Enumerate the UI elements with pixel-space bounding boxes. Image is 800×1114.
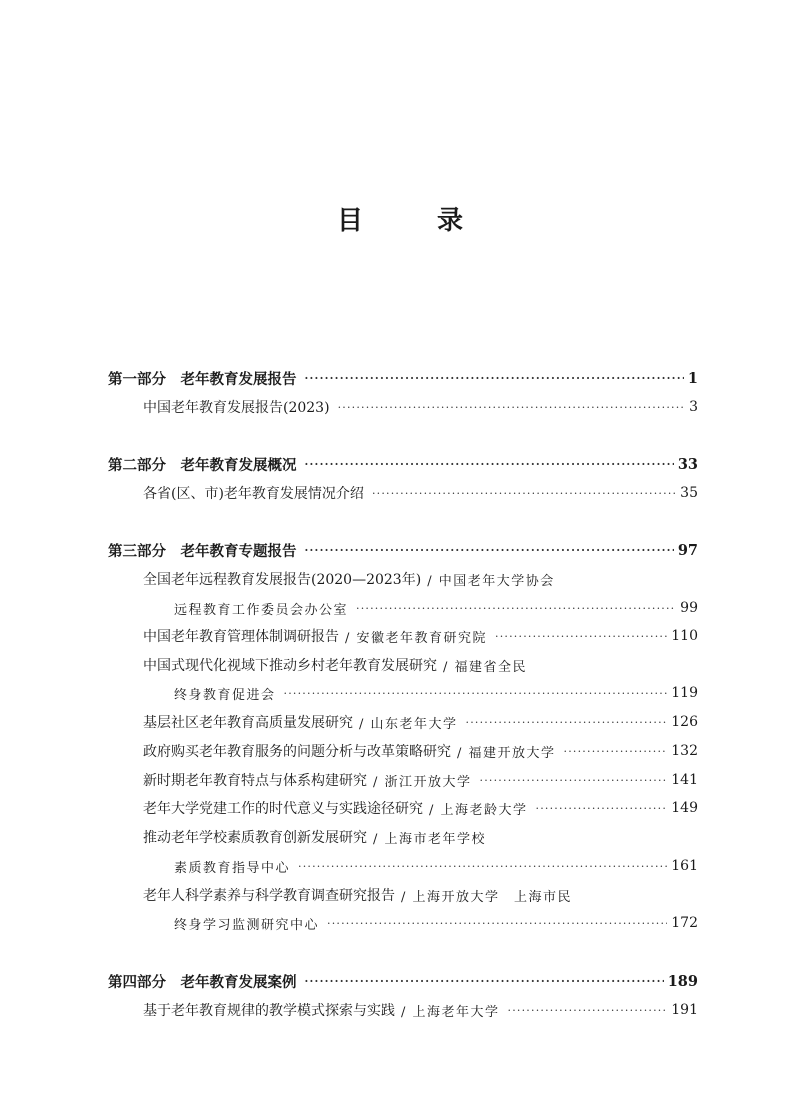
toc-page-number: 110 (671, 628, 698, 644)
toc-entry-title: 全国老年远程教育发展报告(2020—2023年) (143, 572, 422, 588)
dot-leader (338, 401, 684, 414)
dot-leader (536, 802, 668, 815)
toc-entry[interactable] (143, 826, 698, 848)
toc-entry[interactable] (143, 711, 698, 733)
dot-leader (305, 544, 674, 557)
toc-entry[interactable] (143, 740, 698, 762)
toc-page-number: 172 (671, 915, 698, 931)
toc-entry-author: 终身教育促进会 (174, 687, 276, 703)
toc-entry-author: / 上海老年大学 (401, 1004, 500, 1020)
toc-entry-title: 中国式现代化视域下推动乡村老年教育发展研究 (143, 658, 437, 674)
dot-leader (305, 372, 684, 385)
toc-entry-title: 政府购买老年教育服务的问题分析与改革策略研究 (143, 744, 451, 760)
toc-entry-title: 老年大学党建工作的时代意义与实践途径研究 (143, 801, 423, 817)
toc-page-number: 141 (671, 772, 698, 788)
toc-entry-author: / 安徽老年教育研究院 (345, 630, 488, 646)
toc-entry[interactable] (143, 797, 698, 819)
dot-leader (466, 716, 668, 729)
toc-page-number: 99 (680, 600, 698, 616)
dot-leader (284, 687, 668, 700)
toc-entry-author: / 浙江开放大学 (373, 774, 472, 790)
toc-page-number: 35 (680, 485, 698, 501)
toc-entry-author: / 山东老年大学 (359, 716, 458, 732)
toc-part-1[interactable] (108, 367, 698, 389)
toc-entry[interactable] (143, 769, 698, 791)
toc-page-number: 149 (671, 800, 698, 816)
dot-leader (305, 458, 674, 471)
toc-entry-title: 老年人科学素养与科学教育调查研究报告 (143, 888, 395, 904)
toc-entry-title: 新时期老年教育特点与体系构建研究 (143, 773, 367, 789)
toc-entry[interactable] (143, 884, 698, 906)
toc-page-number: 3 (689, 399, 698, 415)
toc-entry-author: / 福建省全民 (443, 659, 528, 675)
toc-part-label: 第一部分 老年教育发展报告 (108, 370, 297, 388)
toc-entry[interactable] (143, 654, 698, 676)
page-title: 目 录 (336, 206, 487, 236)
dot-leader (305, 975, 664, 988)
toc-part-2[interactable] (108, 453, 698, 475)
toc-page-number: 1 (687, 369, 698, 387)
toc-part-4[interactable] (108, 970, 698, 992)
dot-leader (508, 1004, 668, 1017)
toc-entry-title: 基层社区老年教育高质量发展研究 (143, 715, 353, 731)
toc-entry-author: / 福建开放大学 (457, 745, 556, 761)
toc-entry-author: 终身学习监测研究中心 (174, 917, 320, 933)
toc-entry-title: 中国老年教育发展报告(2023) (143, 400, 330, 416)
toc-page-number: 189 (667, 972, 698, 990)
toc-part-3[interactable] (108, 539, 698, 561)
toc-entry-author: / 上海市老年学校 (373, 831, 487, 847)
toc-page-number: 126 (671, 714, 698, 730)
toc-entry-title: 基于老年教育规律的教学模式探索与实践 (143, 1003, 395, 1019)
dot-leader (495, 630, 667, 643)
toc-entry-title: 各省(区、市)老年教育发展情况介绍 (143, 486, 364, 502)
toc-entry-continuation[interactable] (174, 682, 698, 704)
toc-part-label: 第三部分 老年教育专题报告 (108, 542, 297, 560)
toc-entry-author: / 上海老龄大学 (429, 802, 528, 818)
toc-page-number: 97 (677, 541, 698, 559)
toc-entry-continuation[interactable] (174, 855, 698, 877)
toc-part-label: 第四部分 老年教育发展案例 (108, 973, 297, 991)
toc-entry-author: 远程教育工作委员会办公室 (174, 602, 349, 618)
toc-entry-title: 推动老年学校素质教育创新发展研究 (143, 830, 367, 846)
toc-entry-author: / 上海开放大学 上海市民 (401, 889, 573, 905)
toc-entry-continuation[interactable] (174, 597, 698, 619)
toc-entry-author: 素质教育指导中心 (174, 860, 291, 876)
toc-part-label: 第二部分 老年教育发展概况 (108, 456, 297, 474)
toc-entry[interactable] (143, 482, 698, 504)
dot-leader (356, 602, 676, 615)
toc-page-number: 132 (671, 743, 698, 759)
toc-page-number: 191 (671, 1002, 698, 1018)
toc-entry-author: / 中国老年大学协会 (427, 573, 555, 589)
toc-page-number: 161 (671, 858, 698, 874)
dot-leader (298, 860, 667, 873)
toc-entry[interactable] (143, 568, 698, 590)
toc-page-number: 119 (671, 685, 698, 701)
toc-entry-title: 中国老年教育管理体制调研报告 (143, 629, 339, 645)
dot-leader (327, 917, 667, 930)
toc-entry[interactable] (143, 396, 698, 418)
toc-entry-continuation[interactable] (174, 912, 698, 934)
toc-entry[interactable] (143, 999, 698, 1021)
dot-leader (480, 774, 668, 787)
dot-leader (372, 487, 676, 500)
toc-entry[interactable] (143, 625, 698, 647)
dot-leader (564, 745, 668, 758)
toc-page-number: 33 (677, 455, 698, 473)
